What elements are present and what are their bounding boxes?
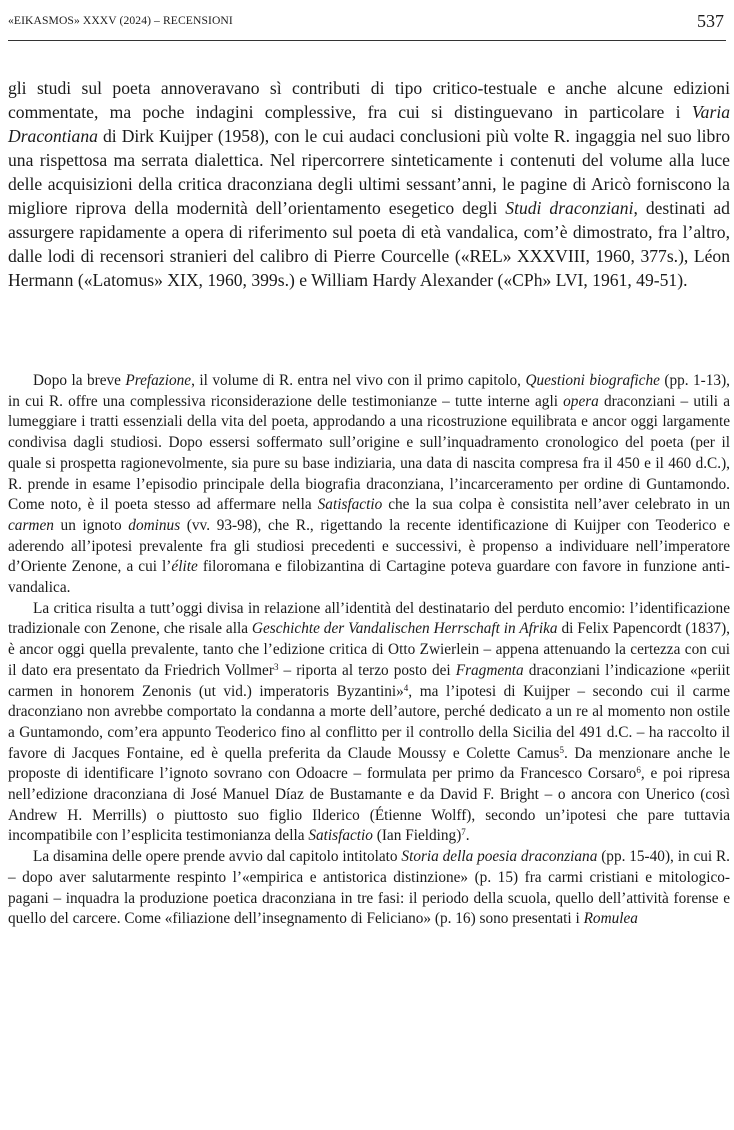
intro-paragraph-block: [8, 76, 730, 292]
paragraph-biography: Dopo la breve Prefazione, il volume di R. entra nel vivo con il primo capitolo, Questioni biografiche (pp. 1-13), in cui R. offre una complessiva riconsiderazione delle testimonianze – tutte interne agli opera draconziani – utili a lumeggiare i tratti essenziali della vita del poeta, approdando a una ricostruzione equilibrata e ancor oggi largamente condivisa dagli studiosi. Dopo essersi soffermato sull’origine e sull’inquadramento cronologico del poeta (per il quale si prospetta ragionevolmente, sia pure su base indiziaria, una data di nascita compresa fra il 450 e il 460 d.C.), R. prende in esame l’episodio principale della biografia draconziana, l’incarceramento per ordine di Guntamondo. Come noto, è il poeta stesso ad affermare nella Satisfactio che la sua colpa è consistita nell’aver celebrato in un carmen un ignoto dominus (vv. 93-98), che R., rigettando la recente identificazione di Kuijper con Teoderico e aderendo all’ipotesi prevalente fra gli studiosi precedenti e successivi, è propenso a individuare nell’imperatore d’Oriente Zenone, a cui l’élite filoromana e filobizantina di Cartagine poteva guardare con favore in funzione anti-vandalica.: [8, 372, 731, 597]
work-title: Studi draconziani: [505, 198, 634, 218]
running-title: «EIKASMOS» XXXV (2024) – RECENSIONI: [8, 14, 233, 27]
review-body: [8, 371, 730, 930]
footnote-ref[interactable]: 5: [559, 744, 564, 755]
page-number: 537: [697, 11, 724, 31]
paragraph-critics: La critica risulta a tutt’oggi divisa in relazione all’identità del destinatario del perduto encomio: l’identificazione tradizionale con Zenone, che risale alla Geschichte der Vandalischen Herrschaft in Afrika di Felix Papencordt (1837), è ancor oggi quella prevalente, tanto che l’edizione critica di Otto Zwierlein – appena attenuando la certezza con cui il dato era presentato da Friedrich Vollmer$^3$ – riporta al terzo posto dei Fragmenta draconziani l’indicazione «periit carmen in honorem Zenonis (ut vid.) imperatoris Byzantini»$^4$, ma l’ipotesi di Kuijper – secondo cui il carme draconziano non avrebbe comportato la condanna a morte dell’autore, perché dedicato a un re al momento non ostile a Guntamondo, com’era appunto Teoderico fino al conflitto per il controllo della Sicilia del 491 d.C. – ha raccolto il favore di Jacques Fontaine, ed è quella preferita da Claude Moussy e Colette Camus$^5$. Da menzionare anche le proposte di identificare l’ignoto sovrano con Odoacre – formulata per primo da Francesco Corsaro$^6$, e poi ripresa nell’edizione draconziana di José Manuel Díaz de Bustamante e da David F. Bright – o ancora con Unerico (così Andrew H. Merrills) o piuttosto suo figlio Ilderico (Étienne Wolff), secondo un’ipotesi che pare tuttavia incompatibile con l’esplicita testimonianza della Satisfactio (Ian Fielding)$^7$.: [8, 599, 731, 845]
footnote-ref[interactable]: 4: [403, 682, 409, 693]
header-rule: [8, 40, 726, 41]
intro-paragraph: gli studi sul poeta annoveravano sì contributi di tipo critico-testuale e anche alcune edizioni commentate, ma poche indagini complessive, fra cui si distinguevano in particolare i Varia Dracontiana di Dirk Kuijper (1958), con le cui audaci conclusioni più volte R. ingaggia nel suo libro una rispettosa ma serrata dialettica. Nel ripercorrere sinteticamente i contenuti del volume alla luce delle acquisizioni della critica draconziana degli ultimi sessant’anni, le pagine di Aricò forniscono la migliore riprova della modernità dell’orientamento esegetico degli Studi draconziani, destinati ad assurgere rapidamente a opera di riferimento sul poeta di età vandalica, com’è dimostrato, fra l’altro, dalle lodi di recensori stranieri del calibro di Pierre Courcelle («REL» XXXVIII, 1960, 377s.), Léon Hermann («Latomus» XIX, 1960, 399s.) e William Hardy Alexander («CPh» LVI, 1961, 49-51).: [8, 78, 730, 290]
footnote-ref[interactable]: 3: [273, 661, 279, 672]
paragraph-works: La disamina delle opere prende avvio dal capitolo intitolato Storia della poesia draconziana (pp. 15-40), in cui R. – dopo aver salutarmente respinto l’«empirica e antistorica distinzione» (p. 15) fra carmi cristiani e mitologico-pagani – inquadra la produzione poetica draconziana in tre fasi: il periodo della scuola, quello dell’attività forense e quello del carcere. Come «filiazione dell’insegnamento di Feliciano» (p. 16) sono presentati i Romulea: [8, 848, 730, 928]
work-title: Varia Dracontiana: [8, 102, 730, 146]
footnote-ref[interactable]: 6: [636, 765, 641, 776]
footnote-ref[interactable]: 7: [461, 827, 466, 838]
running-header: [8, 11, 726, 40]
